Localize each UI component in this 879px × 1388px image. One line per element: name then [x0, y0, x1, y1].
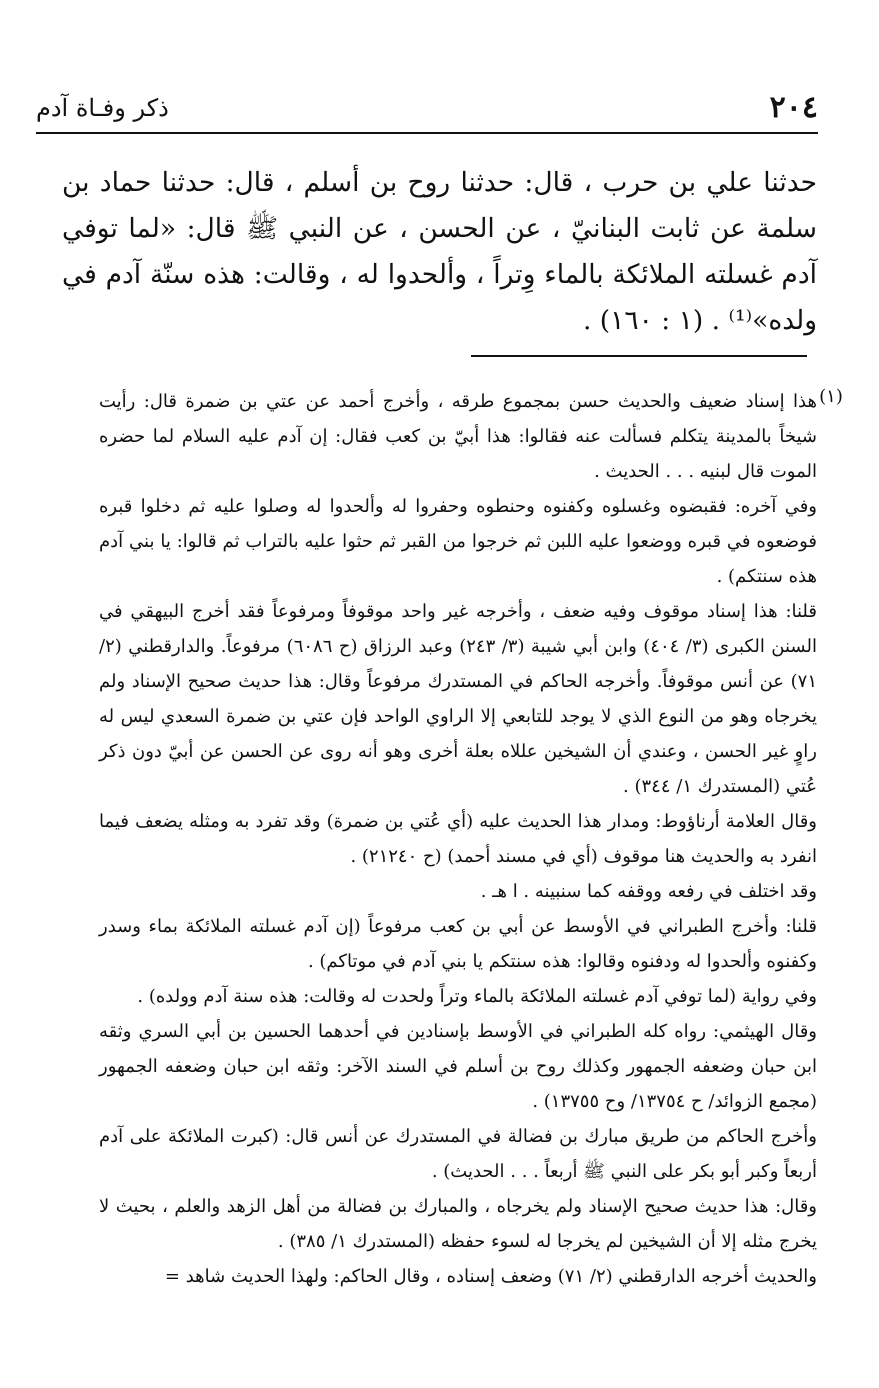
footnote-paragraph: قلنا: وأخرج الطبراني في الأوسط عن أبي بن كعب مرفوعاً (إن آدم غسلته الملائكة بماء وسدر وكفنوه وألحدوا له ودفنوه وقالوا: هذه سنتكم يا بني آدم في موتاكم) .	[99, 916, 817, 972]
footnote-paragraph: هذا إسناد ضعيف والحديث حسن بمجموع طرقه ، وأخرج أحمد عن عتي بن ضمرة قال: رأيت شيخاً بالمدينة يتكلم فسألت عنه فقالوا: هذا أبيّ بن كعب فقال: إن آدم عليه السلام لما حضره الموت قال لبنيه . . . الحديث .	[99, 391, 817, 482]
running-head	[36, 88, 818, 134]
main-hadith-text	[62, 160, 817, 344]
footnote-paragraph: وأخرج الحاكم من طريق مبارك بن فضالة في المستدرك عن أنس قال: (كبرت الملائكة على آدم أربعاً وكبر أبو بكر على النبي ﷺ أربعاً . . . الحديث) .	[99, 1126, 817, 1182]
main-paragraph: حدثنا علي بن حرب ، قال: حدثنا روح بن أسلم ، قال: حدثنا حماد بن سلمة عن ثابت البنانيّ ، عن الحسن ، عن النبي ﷺ قال: «لما توفي آدم غسلته الملائكة بالماء وِتراً ، وألحدوا له ، وقالت: هذه سنّة آدم في ولده»⁽¹⁾ . (١ : ١٦٠) .	[62, 167, 817, 336]
footnote-paragraph: وفي آخره: فقبضوه وغسلوه وكفنوه وحنطوه وحفروا له وألحدوا له وصلوا عليه ثم دخلوا قبره فوضعوه في قبره ووضعوا عليه اللبن ثم خرجوا من القبر ثم حثوا عليه بالتراب ثم قالوا: يا بني آدم هذه سنتكم) .	[99, 496, 817, 587]
footnote-paragraph: وقد اختلف في رفعه ووقفه كما سنبينه . ا هـ .	[480, 881, 817, 902]
footnote-paragraph: وفي رواية (لما توفي آدم غسلته الملائكة بالماء وتراً ولحدت له وقالت: هذه سنة آدم وولده) .	[137, 986, 817, 1007]
footnote-paragraph: والحديث أخرجه الدارقطني (٢/ ٧١) وضعف إسناده ، وقال الحاكم: ولهذا الحديث شاهد =	[164, 1266, 817, 1287]
footnote-marker: (١)	[819, 386, 843, 407]
footnote-paragraph: قلنا: هذا إسناد موقوف وفيه ضعف ، وأخرجه غير واحد موقوفاً ومرفوعاً فقد أخرج البيهقي في السنن الكبرى (٣/ ٤٠٤) وابن أبي شيبة (٣/ ٢٤٣) وعبد الرزاق (ح ٦٠٨٦) مرفوعاً. والدارقطني (٢/ ٧١) عن أنس موقوفاً. وأخرجه الحاكم في المستدرك مرفوعاً وقال: هذا حديث صحيح الإسناد ولم يخرجاه وهو من النوع الذي لا يوجد للتابعي إلا الراوي الواحد فإن عتي بن ضمرة السعدي ليس له راوٍ غير الحسن ، وعندي أن الشيخين عللاه بعلة أخرى وهو أنه روى عن الحسن عن أبيّ دون ذكر عُتي (المستدرك ١/ ٣٤٤) .	[99, 601, 817, 797]
running-title: ذكر وفـاة آدم	[36, 94, 169, 122]
page-number: ٢٠٤	[769, 90, 818, 125]
footnotes	[99, 384, 817, 1294]
footnote-divider	[471, 355, 807, 357]
footnote-paragraph: وقال العلامة أرناؤوط: ومدار هذا الحديث عليه (أي عُتي بن ضمرة) وقد تفرد به ومثله يضعف فيما انفرد به والحديث هنا موقوف (أي في مسند أحمد) (ح ٢١٢٤٠) .	[99, 811, 817, 867]
footnote-paragraph: وقال: هذا حديث صحيح الإسناد ولم يخرجاه ، والمبارك بن فضالة من أهل الزهد والعلم ، بحيث لا يخرج مثله إلا أن الشيخين لم يخرجا له لسوء حفظه (المستدرك ١/ ٣٨٥) .	[99, 1196, 817, 1252]
footnote-paragraph: وقال الهيثمي: رواه كله الطبراني في الأوسط بإسنادين في أحدهما الحسين بن أبي السري وثقه ابن حبان وضعفه الجمهور وكذلك روح بن أسلم في السند الآخر: وثقه ابن حبان وضعفه الجمهور (مجمع الزوائد/ ح ١٣٧٥٤/ وح ١٣٧٥٥) .	[99, 1021, 817, 1112]
